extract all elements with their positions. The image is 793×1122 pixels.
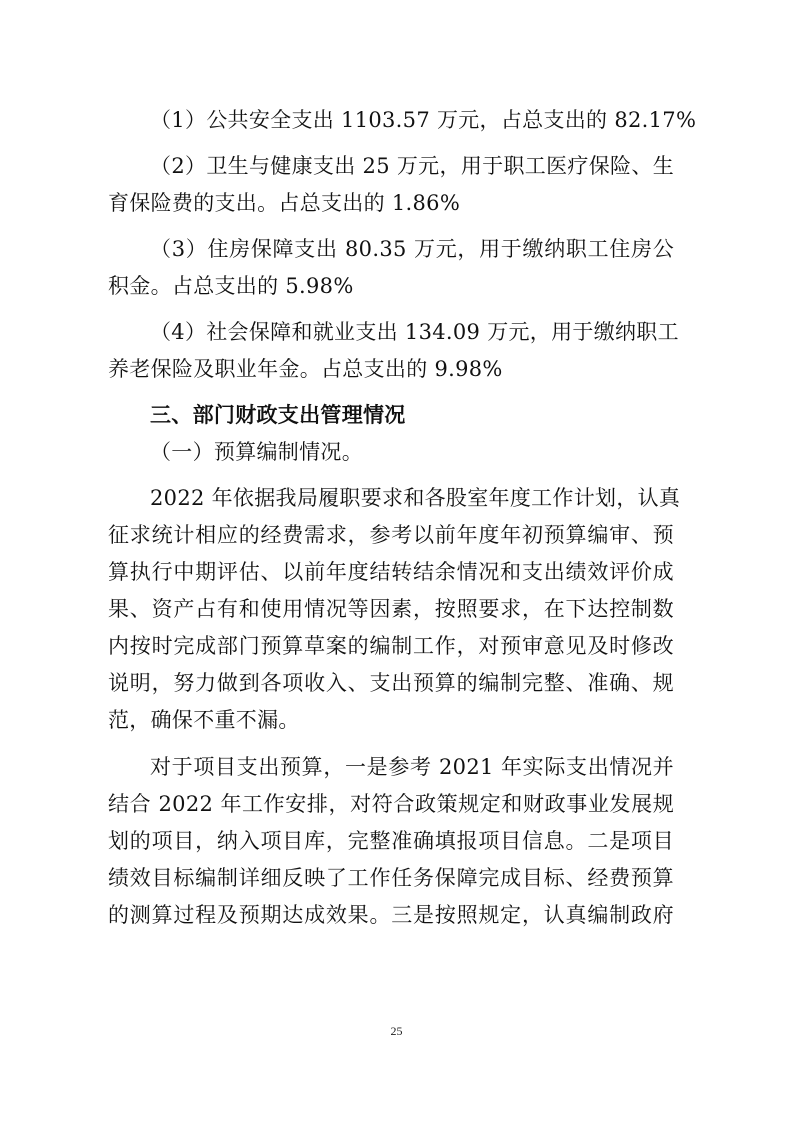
paragraph-budget-line-5: 内按时完成部门预算草案的编制工作，对预审意见及时修改 xyxy=(108,634,674,658)
paragraph-health-line-2: 育保险费的支出。占总支出的 1.86% xyxy=(108,191,461,215)
paragraph-health-line-1: （2）卫生与健康支出 25 万元，用于职工医疗保险、生 xyxy=(150,154,674,178)
paragraph-project-line-3: 划的项目，纳入项目库，完整准确填报项目信息。二是项目 xyxy=(108,829,674,853)
paragraph-project-line-5: 的测算过程及预期达成效果。三是按照规定，认真编制政府 xyxy=(108,903,674,927)
paragraph-project-line-4: 绩效目标编制详细反映了工作任务保障完成目标、经费预算 xyxy=(108,866,674,890)
paragraph-budget-line-3: 算执行中期评估、以前年度结转结余情况和支出绩效评价成 xyxy=(108,560,674,584)
paragraph-budget-line-1: 2022 年依据我局履职要求和各股室年度工作计划，认真 xyxy=(150,486,681,510)
section-heading: 三、部门财政支出管理情况 xyxy=(150,403,406,427)
page-number: 25 xyxy=(390,1024,403,1038)
paragraph-budget-line-7: 范，确保不重不漏。 xyxy=(108,708,300,732)
paragraph-housing-line-1: （3）住房保障支出 80.35 万元，用于缴纳职工住房公 xyxy=(150,237,674,261)
paragraph-project-line-2: 结合 2022 年工作安排，对符合政策规定和财政事业发展规 xyxy=(108,792,674,816)
paragraph-housing-line-2: 积金。占总支出的 5.98% xyxy=(108,274,354,298)
paragraph-social-security-line-1: （4）社会保障和就业支出 134.09 万元，用于缴纳职工 xyxy=(150,320,679,344)
paragraph-social-security-line-2: 养老保险及职业年金。占总支出的 9.98% xyxy=(108,357,503,381)
paragraph-public-safety: （1）公共安全支出 1103.57 万元，占总支出的 82.17% xyxy=(150,108,697,132)
subsection-heading: （一）预算编制情况。 xyxy=(150,440,363,464)
paragraph-budget-line-6: 说明，努力做到各项收入、支出预算的编制完整、准确、规 xyxy=(108,671,674,695)
paragraph-project-line-1: 对于项目支出预算，一是参考 2021 年实际支出情况并 xyxy=(150,755,674,779)
paragraph-budget-line-2: 征求统计相应的经费需求，参考以前年度年初预算编审、预 xyxy=(108,523,674,547)
paragraph-budget-line-4: 果、资产占有和使用情况等因素，按照要求，在下达控制数 xyxy=(108,597,674,621)
